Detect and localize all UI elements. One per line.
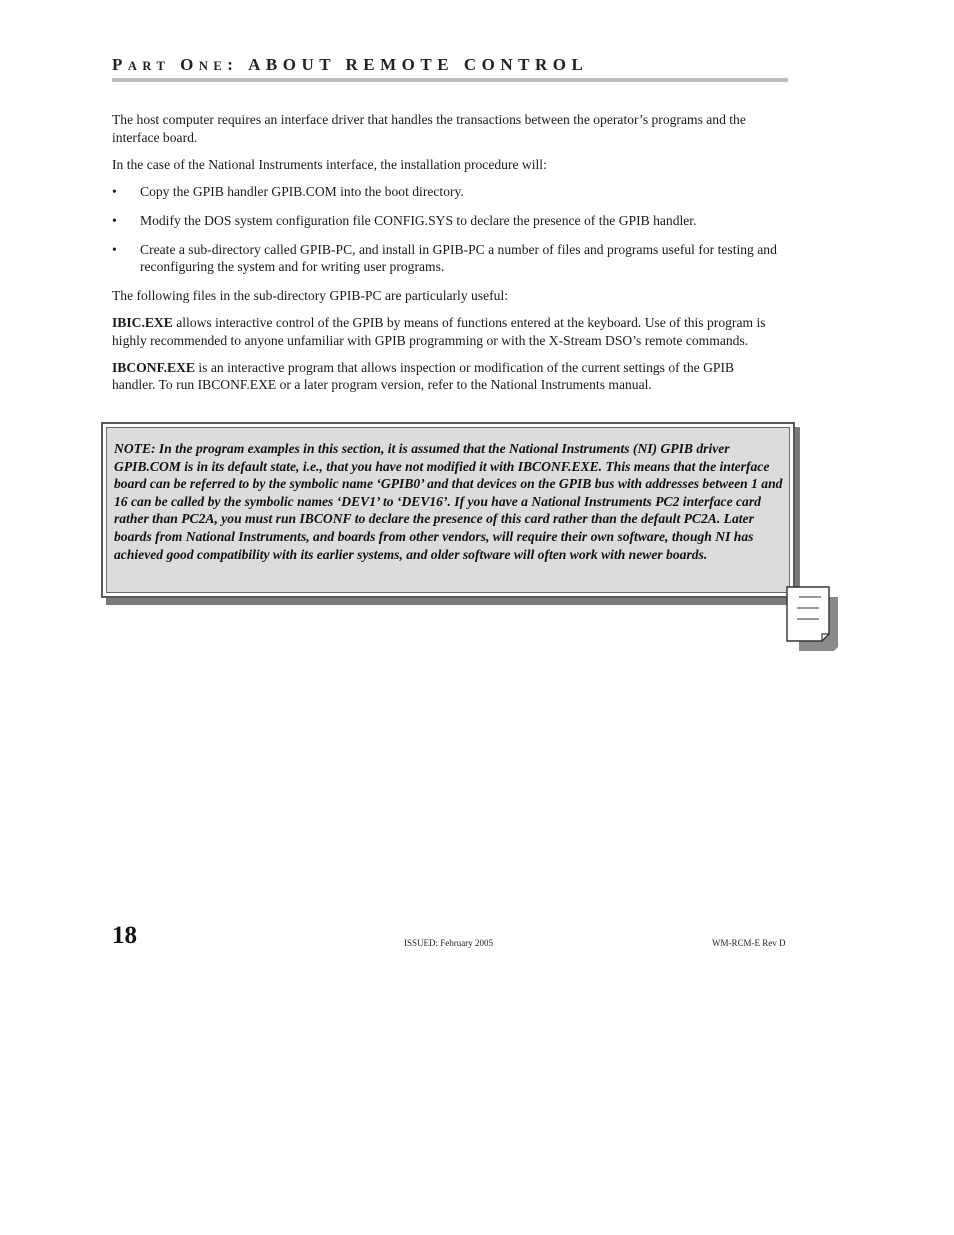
list-item-text: Modify the DOS system configuration file CONFIG.SYS to declare the presence of the GPIB handler. — [140, 212, 697, 228]
header-section-title: ABOUT REMOTE CONTROL — [248, 55, 589, 74]
term-ibconf: IBCONF.EXE — [112, 359, 195, 375]
issued-date: ISSUED: February 2005 — [404, 938, 493, 948]
list-item — [112, 212, 780, 230]
paragraph-ibic — [112, 314, 780, 349]
page-number: 18 — [112, 922, 137, 949]
running-header — [112, 55, 788, 75]
list-item-text: Copy the GPIB handler GPIB.COM into the boot directory. — [140, 183, 464, 199]
ibconf-description: is an interactive program that allows inspection or modification of the current settings of the GPIB handler. To run IBCONF.EXE or a later program version, refer to the National Instruments manual. — [112, 359, 735, 392]
paragraph-interface-driver: The host computer requires an interface driver that handles the transactions between the operator’s programs and the interface board. — [112, 112, 746, 145]
header-rule — [112, 78, 788, 82]
note-inner — [106, 427, 790, 593]
list-item — [112, 241, 780, 276]
header-one-initial: O — [180, 55, 199, 74]
header-part-rest: ART — [127, 59, 171, 73]
paragraph-useful-files: The following files in the sub-directory GPIB-PC are particularly useful: — [112, 288, 509, 303]
bullet-icon: • — [112, 212, 117, 228]
header-one-rest: NE — [198, 59, 228, 73]
term-ibic: IBIC.EXE — [112, 315, 173, 330]
header-colon: : — [227, 55, 239, 74]
installation-steps-list — [112, 183, 780, 276]
paragraph-ibconf — [112, 359, 780, 394]
note-box — [101, 422, 795, 598]
body-text — [112, 111, 780, 403]
list-item — [112, 183, 780, 201]
document-id: WM-RCM-E Rev D — [712, 938, 786, 948]
ibic-description: allows interactive control of the GPIB by means of functions entered at the keyboard. Use of this program is highly recommended to anyone unfamiliar with GPIB programming or with the X-Stream DSO’s remote commands. — [112, 315, 766, 348]
header-part-initial: P — [112, 55, 128, 74]
bullet-icon: • — [112, 183, 117, 199]
note-text: NOTE: In the program examples in this section, it is assumed that the National Instruments (NI) GPIB driver GPIB.COM is in its default state, i.e., that you have not modified it with IBCONF.EXE. This means that the interface board can be referred to by the symbolic name ‘GPIB0’ and that devices on the GPIB bus with addresses between 1 and 16 can be called by the symbolic names ‘DEV1’ to ‘DEV16’. If you have a National Instruments PC2 interface card rather than PC2A, you must run IBCONF to declare the presence of this card rather than the default PC2A. Later boards from National Instruments, and boards from other vendors, will require their own software, though NI has achieved good compatibility with its earlier systems, and older software will often work with newer boards. — [114, 441, 783, 562]
list-item-text: Create a sub-directory called GPIB-PC, and install in GPIB-PC a number of files and programs useful for testing and reconfiguring the system and for writing user programs. — [140, 241, 777, 274]
note-document-icon — [785, 585, 840, 653]
paragraph-installation-intro: In the case of the National Instruments interface, the installation procedure will: — [112, 156, 547, 172]
bullet-icon: • — [112, 241, 117, 257]
